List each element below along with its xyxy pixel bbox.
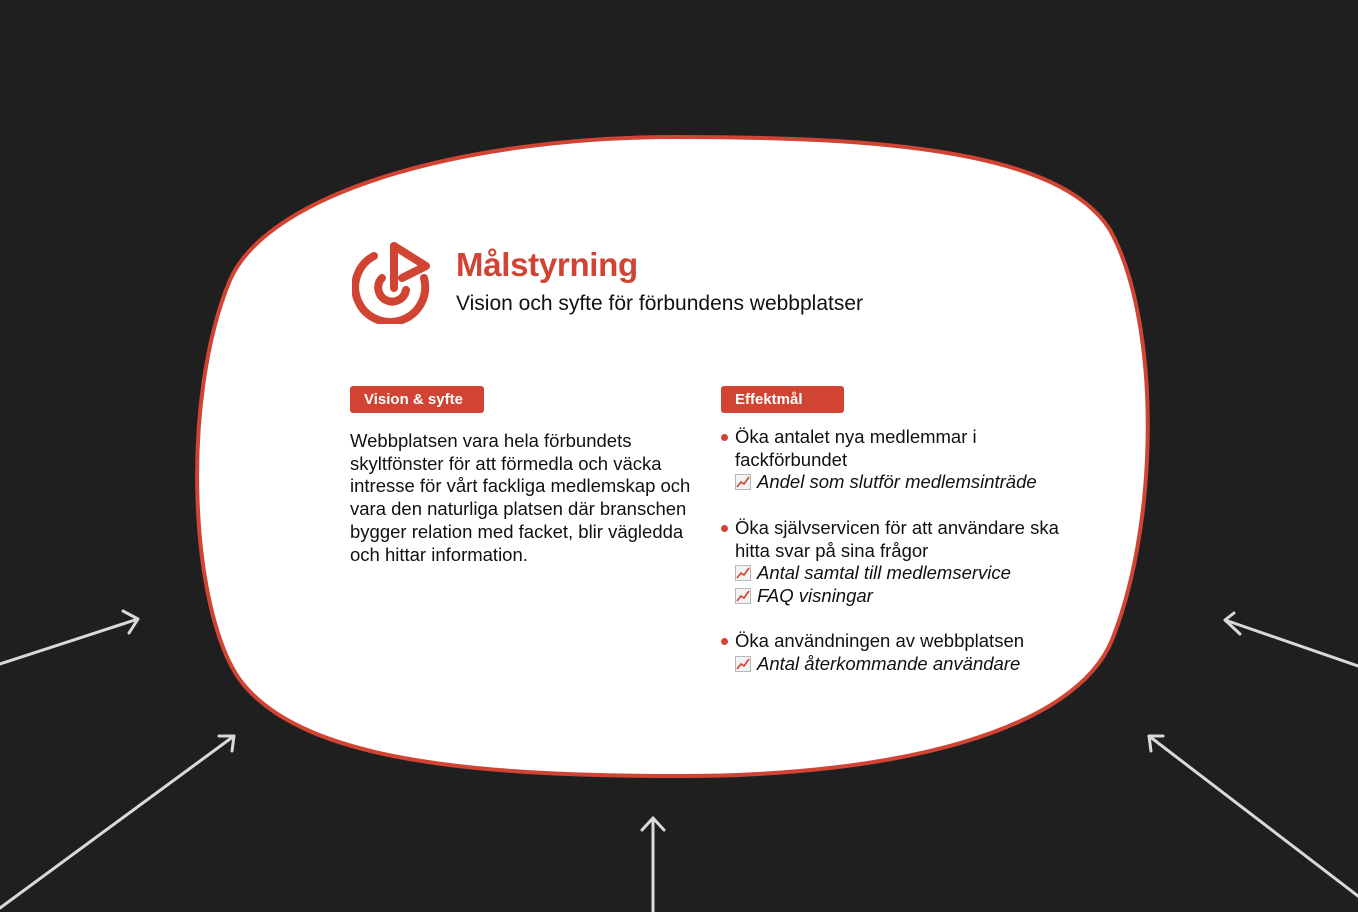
metric-item [735,653,1081,676]
arrow-right-lower [1149,736,1358,896]
target-play-icon [352,238,438,324]
metric-label: FAQ visningar [757,584,873,606]
bullet-icon [721,525,728,532]
arrow-right-upper [1225,613,1358,666]
goal-text: Öka antalet nya medlemmar i fackförbundet [735,426,977,470]
arrow-left-lower [0,736,234,908]
goal-item [721,426,1081,494]
effektmal-tag: Effektmål [721,386,844,413]
chart-increasing-icon [735,656,751,672]
chart-increasing-icon [735,588,751,604]
metric-item [735,471,1081,494]
vision-text: Webbplatsen vara hela förbundets skyltfönster för att förmedla och väcka intresse för vårt fackliga medlemskap och vara den naturliga platsen där branschen bygger relation med facket, blir vägledda och hittar information. [350,430,691,565]
metric-label: Antal återkommande användare [757,653,1021,674]
bullet-icon [721,638,728,645]
page-title: Målstyrning [456,246,638,283]
vision-tag: Vision & syfte [350,386,484,413]
arrow-bottom [642,818,664,912]
chart-increasing-icon [735,565,751,581]
metric-label: Antal samtal till medlemservice [757,562,1011,584]
metric-item [735,585,1081,608]
metric-label: Andel som slutför medlemsinträde [757,471,1037,493]
arrow-left-upper [0,611,138,664]
chart-increasing-icon [735,474,751,490]
effektmal-list [721,426,1081,698]
goal-text: Öka användningen av webbplatsen [735,630,1025,652]
bullet-icon [721,434,728,441]
goal-text: Öka självservicen för att användare ska hitta svar på sina frågor [735,516,1059,561]
metric-item [735,562,1081,585]
goal-item [721,517,1081,608]
goal-item [721,630,1081,675]
page-subtitle: Vision och syfte för förbundens webbplatser [456,292,864,315]
